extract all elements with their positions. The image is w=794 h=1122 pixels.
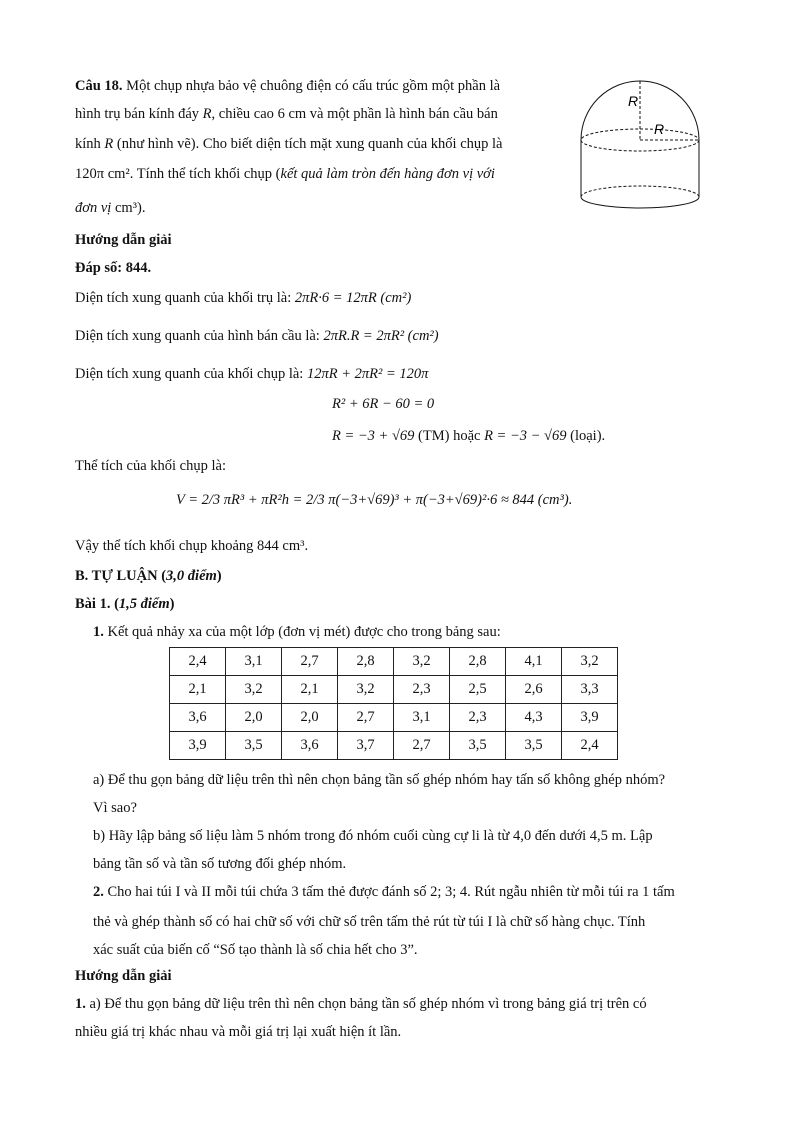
table-cell: 3,9 <box>562 704 618 732</box>
q18-line-5 <box>75 198 145 218</box>
problem-2-text: Cho hai túi I và II mỗi túi chứa 3 tấm thẻ được đánh số 2; 3; 4. Rút ngẫu nhiên từ mỗi túi ra 1 tấm <box>107 884 675 900</box>
table-cell: 2,4 <box>170 648 226 676</box>
total-text: Diện tích xung quanh của khối chụp là: <box>75 366 304 382</box>
q18-area: 120π cm² <box>75 166 130 182</box>
table-cell: 3,5 <box>226 732 282 760</box>
root-negative: R = −3 − √69 <box>484 428 567 444</box>
table-cell: 2,0 <box>226 704 282 732</box>
total-math: 12πR + 2πR² = 120π <box>306 366 429 382</box>
table-cell: 2,4 <box>562 732 618 760</box>
dome-cylinder-figure <box>577 78 703 218</box>
table-row <box>170 704 618 732</box>
conclusion-text: Vậy thể tích khối chụp khoảng <box>75 538 254 554</box>
hemi-math: 2πR.R = 2πR² (cm²) <box>323 328 439 344</box>
volume-text: Thể tích của khối chụp là: <box>75 458 226 474</box>
bai-1-points: 1,5 điểm <box>118 596 170 612</box>
table-cell: 3,2 <box>562 648 618 676</box>
q18-height: 6 cm <box>277 106 307 122</box>
bottom-arc-back <box>581 186 699 197</box>
q18-text-3a: kính <box>75 136 101 152</box>
table-cell: 3,5 <box>506 732 562 760</box>
volume-formula: V = 2/3 πR³ + πR²h = 2/3 π(−3+√69)³ + π(−3+√69)²·6 ≈ 844 (cm³). <box>176 492 573 508</box>
table-cell: 2,8 <box>338 648 394 676</box>
table-cell: 3,1 <box>226 648 282 676</box>
quadratic-eq: R² + 6R − 60 = 0 <box>332 396 435 412</box>
part-b-end: ) <box>216 568 222 584</box>
q18-text-1: Một chụp nhựa bảo vệ chuông điện có cấu trúc gồm một phần là <box>126 78 501 94</box>
q18-title: Câu 18. <box>75 78 123 94</box>
part-b-points: 3,0 điểm <box>166 568 217 584</box>
table-cell: 2,1 <box>282 676 338 704</box>
question-a-line-1: a) Để thu gọn bảng dữ liệu trên thì nên chọn bảng tần số ghép nhóm hay tấn số không ghép nhóm? <box>93 772 666 788</box>
answer-line: Đáp số: 844. <box>75 260 152 276</box>
solution-heading-1: Hướng dẫn giải <box>75 232 172 248</box>
table-row <box>170 676 618 704</box>
table-cell: 2,6 <box>506 676 562 704</box>
roots-line <box>332 426 605 446</box>
label-r-top: R <box>628 93 639 109</box>
q18-unit: cm³ <box>114 200 138 216</box>
q18-text-5c: ). <box>137 200 146 216</box>
table-cell: 3,3 <box>562 676 618 704</box>
table-cell: 3,7 <box>338 732 394 760</box>
solution-2-line-1 <box>75 994 647 1014</box>
table-cell: 2,3 <box>394 676 450 704</box>
root-positive: R = −3 + √69 <box>332 428 415 444</box>
question-a-line-2: Vì sao? <box>93 800 137 816</box>
q18-var-r: R <box>202 106 212 122</box>
question-b-line-2: bảng tần số và tần số tương đối ghép nhóm. <box>93 856 347 872</box>
table-row <box>170 648 618 676</box>
q18-text-5a: đơn vị <box>75 200 112 216</box>
jump-data-table <box>169 647 618 760</box>
hemi-area-line <box>75 326 439 346</box>
q18-var-r2: R <box>104 136 114 152</box>
solution-heading-2: Hướng dẫn giải <box>75 968 172 984</box>
part-b-label: B. TỰ LUẬN ( <box>75 568 167 584</box>
question-c-line-3: xác suất của biến cố “Số tạo thành là số chia hết cho 3”. <box>93 942 418 958</box>
table-cell: 2,7 <box>394 732 450 760</box>
hemi-text: Diện tích xung quanh của hình bán cầu là: <box>75 328 320 344</box>
solution-2-text: a) Để thu gọn bảng dữ liệu trên thì nên chọn bảng tần số ghép nhóm vì trong bảng giá trị trên có <box>89 996 647 1012</box>
cyl-text: Diện tích xung quanh của khối trụ là: <box>75 290 292 306</box>
table-cell: 3,1 <box>394 704 450 732</box>
q18-text-2b: , chiều cao <box>211 106 274 122</box>
root-tm: (TM) hoặc <box>418 428 481 444</box>
q18-line-4 <box>75 164 495 184</box>
table-cell: 3,2 <box>226 676 282 704</box>
problem-1-line <box>93 622 501 642</box>
table-cell: 3,2 <box>394 648 450 676</box>
root-rejected: (loại). <box>570 428 606 444</box>
problem-2-number: 2. <box>93 884 104 900</box>
question-c-line-2: thẻ và ghép thành số có hai chữ số với chữ số trên tấm thẻ rút từ túi I là chữ số hàng chục. Tính <box>93 914 646 930</box>
table-cell: 2,8 <box>450 648 506 676</box>
solution-2-line-2: nhiều giá trị khác nhau và mỗi giá trị lại xuất hiện ít lần. <box>75 1024 402 1040</box>
cyl-math: 2πR·6 = 12πR (cm²) <box>294 290 412 306</box>
table-cell: 3,2 <box>338 676 394 704</box>
table-cell: 2,3 <box>450 704 506 732</box>
problem-1-number: 1. <box>93 624 104 640</box>
label-r-mid: R <box>654 121 665 137</box>
table-cell: 4,3 <box>506 704 562 732</box>
q18-text-2a: hình trụ bán kính đáy <box>75 106 200 122</box>
bai-1-title <box>75 594 175 614</box>
conclusion-value: 844 cm³. <box>257 538 309 554</box>
q18-line-1 <box>75 76 500 96</box>
table-cell: 3,6 <box>170 704 226 732</box>
table-cell: 2,5 <box>450 676 506 704</box>
bottom-arc-front <box>581 197 699 208</box>
bai-1-label: Bài 1. ( <box>75 596 119 612</box>
question-b-line-1: b) Hãy lập bảng số liệu làm 5 nhóm trong đó nhóm cuối cùng cự li là từ 4,0 đến dưới 4,5 m. Lập <box>93 828 653 844</box>
table-cell: 2,0 <box>282 704 338 732</box>
table-cell: 3,5 <box>450 732 506 760</box>
question-c-line-1 <box>93 882 675 902</box>
table-cell: 2,7 <box>282 648 338 676</box>
q18-text-4c: kết quả làm tròn đến hàng đơn vị với <box>280 166 495 182</box>
table-cell: 3,9 <box>170 732 226 760</box>
q18-line-2 <box>75 104 498 124</box>
problem-1-text: Kết quả nhảy xa của một lớp (đơn vị mét) được cho trong bảng sau: <box>107 624 501 640</box>
table-cell: 4,1 <box>506 648 562 676</box>
table-cell: 2,7 <box>338 704 394 732</box>
table-cell: 2,1 <box>170 676 226 704</box>
q18-text-3b: (như hình vẽ). Cho biết diện tích mặt xung quanh của khối chụp là <box>116 136 503 152</box>
table-cell: 3,6 <box>282 732 338 760</box>
total-area-line <box>75 364 428 384</box>
q18-text-4b: . Tính thể tích khối chụp ( <box>129 166 281 182</box>
table-row <box>170 732 618 760</box>
solution-2-number: 1. <box>75 996 86 1012</box>
bai-1-end: ) <box>169 596 175 612</box>
q18-line-3 <box>75 134 502 154</box>
q18-text-2d: và một phần là hình bán cầu bán <box>309 106 498 122</box>
conclusion-line <box>75 536 308 556</box>
part-b-title <box>75 566 222 586</box>
cyl-area-line <box>75 288 411 308</box>
